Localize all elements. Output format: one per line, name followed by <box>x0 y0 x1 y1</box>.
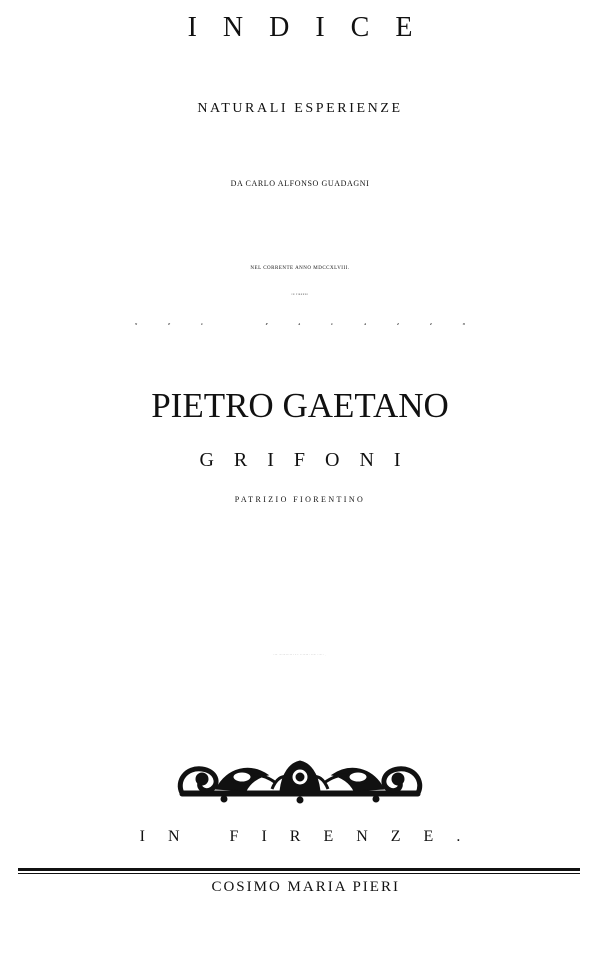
printer-name: COSIMO MARIA PIERI <box>211 879 400 895</box>
palazzo-line: NEL PALAZZO <box>135 322 496 326</box>
book-title: INDICE <box>187 12 439 43</box>
floral-scroll-ornament-icon <box>172 753 428 805</box>
year-line: NEL CORRENTE ANNO MDCCXLVIII. <box>250 266 350 271</box>
author-name: DA CARLO ALFONSO GUADAGNI <box>230 179 370 188</box>
patron-title: PATRIZIO FIORENTINO <box>234 495 366 504</box>
patron-first-name: PIETRO GAETANO <box>151 386 449 425</box>
patron-surname: GRIFONI <box>199 449 421 471</box>
place-line: IN FIRENZE <box>291 294 309 296</box>
imprint-rule-thick <box>18 868 580 871</box>
printer-line <box>0 880 600 895</box>
instruction-line: PER INSTRUZIONE DE' SIGNORI SUOI FIGLI , <box>273 655 327 656</box>
imprint-rule-thin <box>18 873 580 874</box>
imprint-city: IN FIRENZE. <box>139 828 484 845</box>
book-subject: NATURALI ESPERIENZE <box>197 101 403 116</box>
